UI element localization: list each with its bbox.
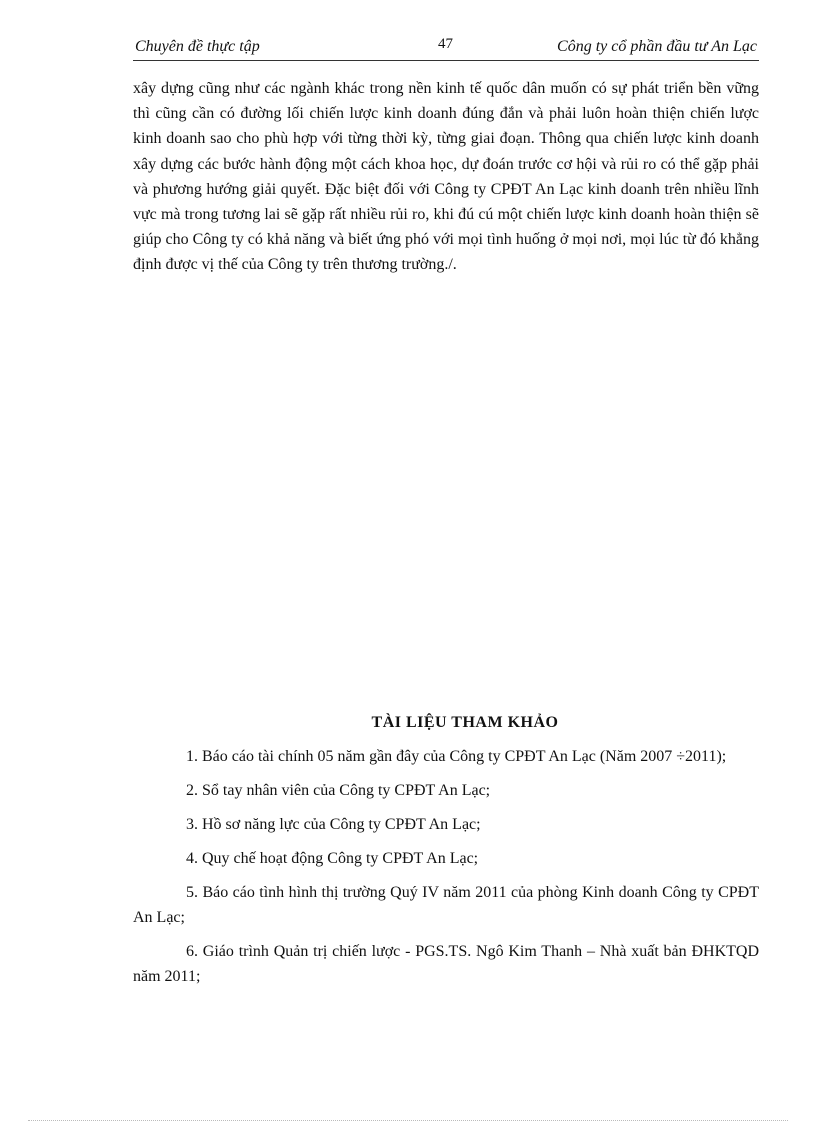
references-list [133,744,759,998]
reference-item: 6. Giáo trình Quản trị chiến lược - PGS.TS. Ngô Kim Thanh – Nhà xuất bản ĐHKTQD năm 2011; [133,943,759,985]
reference-item: 4. Quy chế hoạt động Công ty CPĐT An Lạc; [186,850,479,867]
page-header [133,36,759,61]
header-company-name: Công ty cổ phần đầu tư An Lạc [557,38,757,55]
header-document-type: Chuyên đề thực tập [135,38,260,55]
references-title: TÀI LIỆU THAM KHẢO [371,714,559,731]
reference-item: 3. Hồ sơ năng lực của Công ty CPĐT An Lạc; [186,816,481,833]
reference-item: 5. Báo cáo tình hình thị trường Quý IV năm 2011 của phòng Kinh doanh Công ty CPĐT An Lạc; [133,884,759,926]
page-number: 47 [438,36,453,52]
reference-item: 2. Sổ tay nhân viên của Công ty CPĐT An Lạc; [186,782,491,799]
footer-divider [28,1120,788,1121]
reference-item: 1. Báo cáo tài chính 05 năm gần đây của Công ty CPĐT An Lạc (Năm 2007 ÷2011); [186,748,727,765]
conclusion-paragraph: xây dựng cũng như các ngành khác trong nền kinh tế quốc dân muốn có sự phát triển bền vững thì cũng cần có đường lối chiến lược kinh doanh đúng đắn và phải luôn hoàn thiện chiến lược kinh doanh sao cho phù hợp với từng thời kỳ, từng giai đoạn. Thông qua chiến lược kinh doanh xây dựng các bước hành động một cách khoa học, dự đoán trước cơ hội và rủi ro có thể gặp phải và phương hướng giải quyết. Đặc biệt đối với Công ty CPĐT An Lạc kinh doanh trên nhiều lĩnh vực mà trong tương lai sẽ gặp rất nhiều rủi ro, khi đú cú một chiến lược kinh doanh hoàn thiện sẽ giúp cho Công ty có khả năng và biết ứng phó với mọi tình huống ở mọi nơi, mọi lúc từ đó khẳng định được vị thế của Công ty trên thương trường./. [133,80,759,274]
